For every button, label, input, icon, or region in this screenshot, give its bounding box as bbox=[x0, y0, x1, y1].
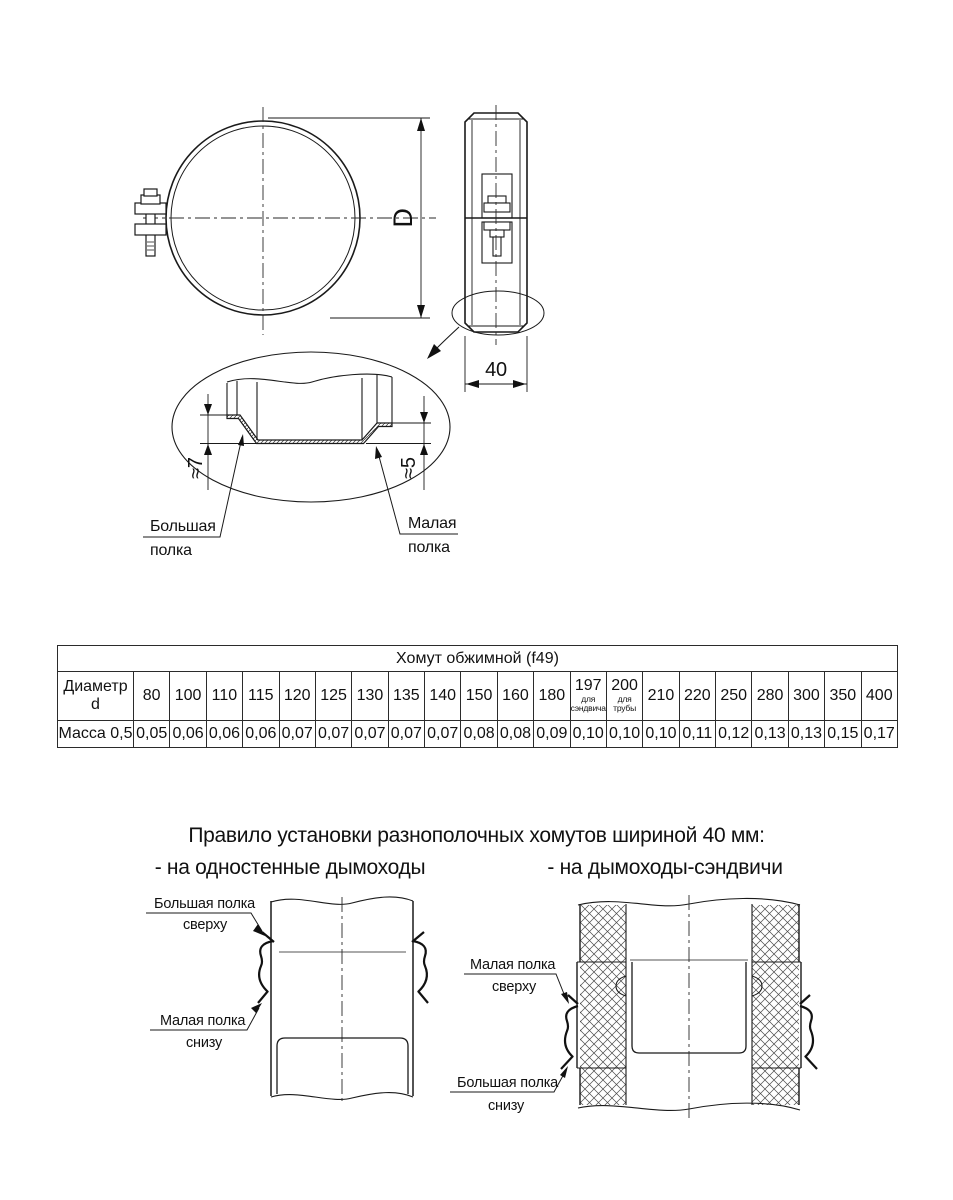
top-flange-leader-arrow bbox=[253, 924, 265, 936]
arrowhead-left bbox=[466, 380, 479, 388]
mass-cell: 0,07 bbox=[352, 721, 388, 748]
diameter-cell: 80 bbox=[134, 672, 170, 721]
dimensions-table-wrap bbox=[57, 645, 898, 748]
single-wall-heading: - на одностенные дымоходы bbox=[154, 856, 426, 879]
mass-cell: 0,08 bbox=[497, 721, 533, 748]
mass-cell: 0,06 bbox=[206, 721, 242, 748]
dim-40-text: 40 bbox=[485, 359, 507, 381]
diameter-cell: 350 bbox=[825, 672, 861, 721]
mass-cell: 0,06 bbox=[170, 721, 206, 748]
mass-cell: 0,07 bbox=[279, 721, 315, 748]
diameter-cell: 115 bbox=[243, 672, 279, 721]
bottom-flange-leader-arrow bbox=[251, 1003, 262, 1013]
dimensions-table bbox=[57, 645, 898, 748]
flange-profile-section bbox=[227, 415, 392, 444]
diameter-cell: 210 bbox=[643, 672, 679, 721]
diameter-row bbox=[58, 672, 898, 721]
diameter-cell: 280 bbox=[752, 672, 788, 721]
rules-title: Правило установки разнополочных хомутов шириной 40 мм: bbox=[188, 824, 765, 847]
clamp-profile-left bbox=[561, 995, 578, 1069]
diameter-cell: 110 bbox=[206, 672, 242, 721]
diameter-cell: 135 bbox=[388, 672, 424, 721]
dim-7-text: ≈7 bbox=[185, 457, 207, 479]
mass-cell: 0,07 bbox=[425, 721, 461, 748]
diameter-cell: 130 bbox=[352, 672, 388, 721]
arrowhead-up bbox=[417, 118, 425, 131]
big-flange-label-line2: полка bbox=[150, 542, 192, 559]
sandwich-bottom-label-line2: снизу bbox=[488, 1098, 525, 1114]
mass-cell: 0,09 bbox=[534, 721, 570, 748]
arrowhead-right bbox=[513, 380, 526, 388]
single-wall-bottom-label-line1: Малая полка bbox=[160, 1013, 246, 1029]
clamp-side-view bbox=[427, 105, 544, 359]
mass-row-label: Масса 0,5 bbox=[58, 721, 134, 748]
big-flange-label-line1: Большая bbox=[150, 518, 216, 535]
sandwich-heading: - на дымоходы-сэндвичи bbox=[547, 856, 783, 879]
clamp-lock-screw bbox=[135, 189, 166, 256]
diameter-cell: 250 bbox=[716, 672, 752, 721]
mass-cell: 0,10 bbox=[606, 721, 642, 748]
diameter-cell: 400 bbox=[861, 672, 898, 721]
mass-cell: 0,07 bbox=[315, 721, 351, 748]
single-wall-top-label-line1: Большая полка bbox=[154, 896, 256, 912]
diameter-cell: 300 bbox=[788, 672, 824, 721]
diameter-row-label: Диаметр d bbox=[58, 672, 134, 721]
diameter-cell: 197 для сэндвича bbox=[570, 672, 606, 721]
diameter-cell: 125 bbox=[315, 672, 351, 721]
clamp-profile-right bbox=[412, 932, 428, 1003]
mass-cell: 0,17 bbox=[861, 721, 898, 748]
diameter-cell: 160 bbox=[497, 672, 533, 721]
flange-detail-view bbox=[143, 352, 458, 537]
mass-cell: 0,11 bbox=[679, 721, 715, 748]
table-title-row bbox=[58, 646, 898, 672]
small-flange-leader-arrow bbox=[375, 446, 382, 459]
arrowhead-down bbox=[417, 305, 425, 318]
mass-cell: 0,06 bbox=[243, 721, 279, 748]
table-title: Хомут обжимной (f49) bbox=[58, 646, 898, 672]
mass-cell: 0,10 bbox=[570, 721, 606, 748]
mass-cell: 0,08 bbox=[461, 721, 497, 748]
single-wall-top-label-line2: сверху bbox=[183, 917, 228, 933]
diameter-cell: 180 bbox=[534, 672, 570, 721]
mass-cell: 0,15 bbox=[825, 721, 861, 748]
small-flange-leader-arrow bbox=[561, 992, 569, 1004]
mass-cell: 0,13 bbox=[788, 721, 824, 748]
diameter-cell: 200 для трубы bbox=[606, 672, 642, 721]
mass-cell: 0,13 bbox=[752, 721, 788, 748]
mass-cell: 0,05 bbox=[134, 721, 170, 748]
mass-cell: 0,12 bbox=[716, 721, 752, 748]
mass-cell: 0,10 bbox=[643, 721, 679, 748]
clamp-profile-right bbox=[800, 995, 817, 1069]
sandwich-top-label-line1: Малая полка bbox=[470, 957, 556, 973]
small-flange-label-line1: Малая bbox=[408, 515, 457, 532]
side-view-screw bbox=[484, 196, 510, 256]
mass-row bbox=[58, 721, 898, 748]
single-wall-bottom-label-line2: снизу bbox=[186, 1035, 223, 1051]
sandwich-bottom-label-line1: Большая полка bbox=[457, 1075, 559, 1091]
small-flange-label-line2: полка bbox=[408, 539, 450, 556]
diameter-cell: 140 bbox=[425, 672, 461, 721]
sandwich-top-label-line2: сверху bbox=[492, 979, 537, 995]
big-flange-leader-arrow bbox=[238, 434, 244, 446]
diameter-cell: 220 bbox=[679, 672, 715, 721]
diameter-cell: 120 bbox=[279, 672, 315, 721]
diameter-cell: 150 bbox=[461, 672, 497, 721]
dim-D-text: D bbox=[388, 208, 418, 228]
dim-5-text: ≈5 bbox=[398, 457, 420, 479]
diameter-cell: 100 bbox=[170, 672, 206, 721]
mass-cell: 0,07 bbox=[388, 721, 424, 748]
